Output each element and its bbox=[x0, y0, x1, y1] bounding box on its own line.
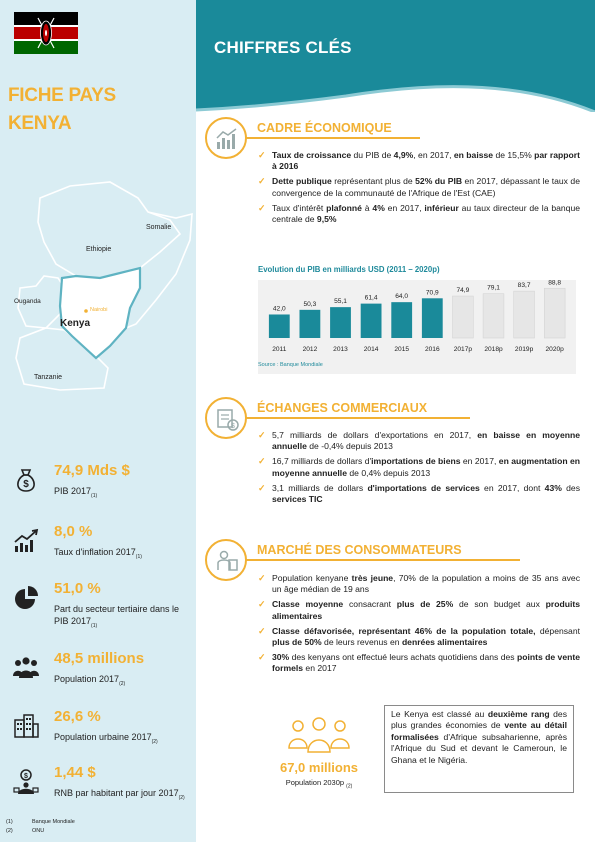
text-run: 52% du PIB bbox=[415, 176, 463, 187]
map-label-kenya: Kenya bbox=[60, 318, 91, 329]
text-run: 30% bbox=[272, 652, 290, 663]
text-run: au taux directeur de la banque centrale de bbox=[272, 202, 580, 225]
bar-2015 bbox=[391, 302, 412, 338]
kpi-label: Population $2017_{(2)}$ bbox=[54, 674, 126, 687]
text-run: , 70% de la population a moins de 35 ans avec un âge médian de 19 ans bbox=[272, 573, 580, 595]
text-run: de -0,4% depuis 2013 bbox=[306, 441, 393, 452]
population-2030-value: 67,0 millions bbox=[279, 760, 359, 775]
text-run: des bbox=[561, 482, 581, 493]
text-run: 4,9% bbox=[393, 150, 414, 160]
category-label: 2015 bbox=[394, 346, 410, 353]
kpi-tertiary bbox=[0, 580, 196, 650]
pie-chart-icon bbox=[12, 584, 40, 612]
category-label: 2014 bbox=[363, 346, 379, 353]
category-label: 2020p bbox=[545, 346, 564, 353]
bar-2018p bbox=[483, 294, 504, 338]
bullet-item bbox=[258, 573, 580, 595]
text-run: à bbox=[361, 202, 373, 213]
text-run: représentant plus de bbox=[331, 176, 416, 187]
bullet-item bbox=[258, 150, 580, 172]
kpi-gdp bbox=[0, 462, 196, 532]
text-run: Classe moyenne bbox=[272, 599, 344, 610]
data-label: 83,7 bbox=[517, 282, 531, 290]
retail-callout-box bbox=[384, 705, 574, 793]
kpi-label: RNB par habitant par jour $2017_{(2)}$ bbox=[54, 788, 185, 801]
buildings-icon bbox=[12, 712, 40, 740]
text-run: Le Kenya est classé au bbox=[391, 709, 488, 719]
chart-area bbox=[258, 280, 576, 374]
text-run: de son budget aux bbox=[453, 599, 546, 610]
category-label: 2016 bbox=[424, 346, 440, 353]
kpi-value: 48,5 millions bbox=[54, 650, 145, 667]
section-header-eco bbox=[205, 117, 580, 141]
text-run: Population kenyane bbox=[272, 573, 352, 583]
data-label: 55,1 bbox=[334, 298, 347, 306]
consumer-icon bbox=[214, 548, 240, 574]
nairobi-marker bbox=[84, 309, 88, 313]
text-run: 3,1 milliards de dollars bbox=[272, 482, 368, 493]
text-run: en augmentation en moyenne annuelle bbox=[272, 456, 581, 478]
text-run: de 15,5% bbox=[493, 150, 535, 160]
text-run: denrées alimentaires bbox=[401, 637, 488, 648]
category-label: 2019p bbox=[514, 346, 534, 353]
footnote: (1) Banque Mondiale bbox=[6, 819, 75, 825]
text-run: 4% bbox=[372, 202, 385, 213]
bullet-item bbox=[258, 483, 580, 505]
text-run: , en 2017, bbox=[413, 150, 454, 160]
bullet-item bbox=[258, 203, 580, 225]
text-run: consacrant bbox=[343, 599, 397, 610]
trade-icon bbox=[214, 406, 240, 432]
kpi-label: Part du secteur tertiaire dans le PIB $2017_{(1)}$ bbox=[54, 604, 180, 629]
population-2030-label: Population 2030p $_{(2)}$ bbox=[285, 778, 353, 790]
section-header-trade bbox=[205, 397, 580, 430]
text-run: du PIB de bbox=[351, 150, 394, 160]
map-label-ethiopia: Ethiopie bbox=[86, 246, 112, 253]
bar-2020p bbox=[544, 288, 565, 338]
kenya-region-map bbox=[0, 178, 196, 393]
text-run: Classe défavorisée, représentant 46% de la population totale, bbox=[272, 625, 536, 636]
text-run: vente au détail formalisées bbox=[391, 720, 567, 742]
kpi-label: Population urbaine $2017_{(2)}$ bbox=[54, 732, 158, 745]
text-run: des kenyans ont effectué leurs achats quotidiens dans des bbox=[289, 652, 517, 663]
people-icon bbox=[12, 654, 40, 682]
bar-2012 bbox=[299, 310, 320, 338]
bar-2014 bbox=[361, 304, 382, 338]
bullet-item bbox=[258, 456, 580, 478]
text-run: plafonné bbox=[326, 202, 362, 213]
population-2030 bbox=[264, 760, 374, 790]
population-group-icon bbox=[286, 716, 352, 758]
data-label: 79,1 bbox=[487, 284, 500, 292]
bar-2016 bbox=[422, 298, 443, 338]
section-title-trade: ÉCHANGES COMMERCIAUX bbox=[257, 401, 428, 415]
text-run: 9,5% bbox=[316, 214, 337, 225]
text-run: en 2017, dépassant le taux de convergence de la communauté de l'Afrique de l'Est (CAE) bbox=[272, 176, 580, 198]
text-run: en 2017, bbox=[384, 202, 425, 213]
category-label: 2012 bbox=[302, 346, 318, 353]
header-title: CHIFFRES CLÉS bbox=[214, 38, 352, 57]
chart-source: Source : Banque Mondiale bbox=[258, 362, 323, 368]
bar-2013 bbox=[330, 307, 351, 338]
consumer-bullet-list bbox=[258, 573, 580, 679]
text-run: produits alimentaires bbox=[272, 599, 581, 621]
text-run: d'importations de services bbox=[367, 482, 480, 493]
left-panel bbox=[0, 0, 196, 842]
text-run: d'Afrique subsaharienne, après l'Afrique du Sud et devant le Cameroun, le Ghana et le Nigéria. bbox=[391, 731, 567, 765]
text-run: inférieur bbox=[424, 202, 459, 213]
data-label: 42,0 bbox=[272, 305, 286, 313]
svg-text:$: $ bbox=[231, 423, 235, 430]
page-title: FICHE PAYS KENYA bbox=[8, 85, 116, 134]
text-run: en baisse bbox=[453, 150, 494, 160]
trend-up-icon bbox=[12, 527, 40, 555]
section-header-consumers bbox=[205, 539, 580, 563]
text-run: des plus grandes économies de bbox=[391, 709, 568, 731]
bullet-item bbox=[258, 176, 580, 198]
map-label-somalia: Somalie bbox=[146, 224, 172, 231]
text-run: en baisse en moyenne annuelle bbox=[272, 430, 581, 452]
bar-2019p bbox=[514, 291, 535, 338]
data-label: 74,9 bbox=[456, 287, 470, 295]
kpi-label: PIB $2017_{(1)}$ bbox=[54, 486, 98, 499]
kpi-value: 26,6 % bbox=[54, 708, 101, 725]
data-label: 61,4 bbox=[364, 294, 378, 302]
map-label-uganda: Ouganda bbox=[14, 298, 41, 305]
text-run: Taux de croissance bbox=[272, 150, 352, 160]
text-run: 5,7 milliards de dollars d'exportations en 2017, bbox=[272, 430, 478, 440]
bar-2011 bbox=[269, 314, 290, 338]
text-run: par rapport à 2016 bbox=[272, 150, 580, 172]
svg-text:$: $ bbox=[23, 479, 29, 490]
text-run: en 2017, dont bbox=[479, 482, 545, 493]
text-run: de 0,4% depuis 2013 bbox=[346, 467, 431, 478]
svg-text:$: $ bbox=[24, 773, 28, 780]
text-run: plus de 50% bbox=[272, 637, 322, 648]
data-label: 70,9 bbox=[425, 289, 439, 297]
section-title-eco: CADRE ÉCONOMIQUE bbox=[257, 121, 392, 135]
text-run: très jeune bbox=[351, 573, 394, 583]
map-label-nairobi: Nairobi bbox=[90, 307, 108, 313]
trade-bullet-list bbox=[258, 430, 580, 509]
chart-growth-icon bbox=[214, 126, 240, 152]
bullet-item bbox=[258, 652, 580, 674]
category-label: 2018p bbox=[484, 346, 503, 353]
data-label: 88,8 bbox=[548, 280, 562, 287]
chart-title: Evolution du PIB en milliards USD (2011 – 2020p) bbox=[258, 265, 440, 274]
kpi-label: Taux d'inflation $2017_{(1)}$ bbox=[54, 547, 142, 560]
category-label: 2011 bbox=[272, 346, 287, 353]
kpi-value: 1,44 $ bbox=[54, 764, 96, 781]
person-money-icon bbox=[12, 768, 40, 796]
kenya-flag-icon bbox=[14, 12, 78, 54]
bullet-item bbox=[258, 626, 580, 648]
map-label-tanzania: Tanzanie bbox=[34, 374, 63, 381]
text-run: deuxième rang bbox=[487, 709, 550, 719]
bullet-item bbox=[258, 599, 580, 621]
text-run: services TIC bbox=[272, 494, 323, 505]
category-label: 2017p bbox=[453, 346, 473, 353]
kpi-value: 51,0 % bbox=[54, 580, 101, 597]
eco-bullet-list bbox=[258, 150, 580, 229]
kpi-value: 8,0 % bbox=[54, 523, 93, 540]
text-run: Dette publique bbox=[272, 176, 332, 187]
footnote: (2) ONU bbox=[6, 828, 45, 834]
text-run: 43% bbox=[544, 482, 562, 493]
text-run: dépensant bbox=[535, 625, 580, 636]
category-label: 2013 bbox=[333, 346, 348, 353]
kpi-value: 74,9 Mds $ bbox=[54, 462, 130, 479]
text-run: 16,7 milliards de dollars d' bbox=[272, 456, 372, 467]
footnotes bbox=[6, 818, 75, 836]
gdp-bar-chart bbox=[258, 280, 576, 374]
text-run: en 2017, bbox=[460, 456, 499, 467]
section-title-consumers: MARCHÉ DES CONSOMMATEURS bbox=[257, 543, 462, 557]
text-run: en 2017 bbox=[303, 663, 337, 674]
data-label: 50,3 bbox=[303, 300, 317, 308]
text-run: Taux d'intérêt bbox=[272, 202, 327, 213]
text-run: plus de 25% bbox=[396, 599, 454, 610]
text-run: points de vente formels bbox=[272, 652, 581, 674]
money-bag-icon bbox=[12, 466, 40, 494]
bar-2017p bbox=[452, 296, 473, 338]
bullet-item bbox=[258, 430, 580, 452]
text-run: de leurs revenus en bbox=[321, 637, 402, 648]
data-label: 64,0 bbox=[395, 293, 409, 301]
text-run: importations de biens bbox=[371, 456, 461, 467]
